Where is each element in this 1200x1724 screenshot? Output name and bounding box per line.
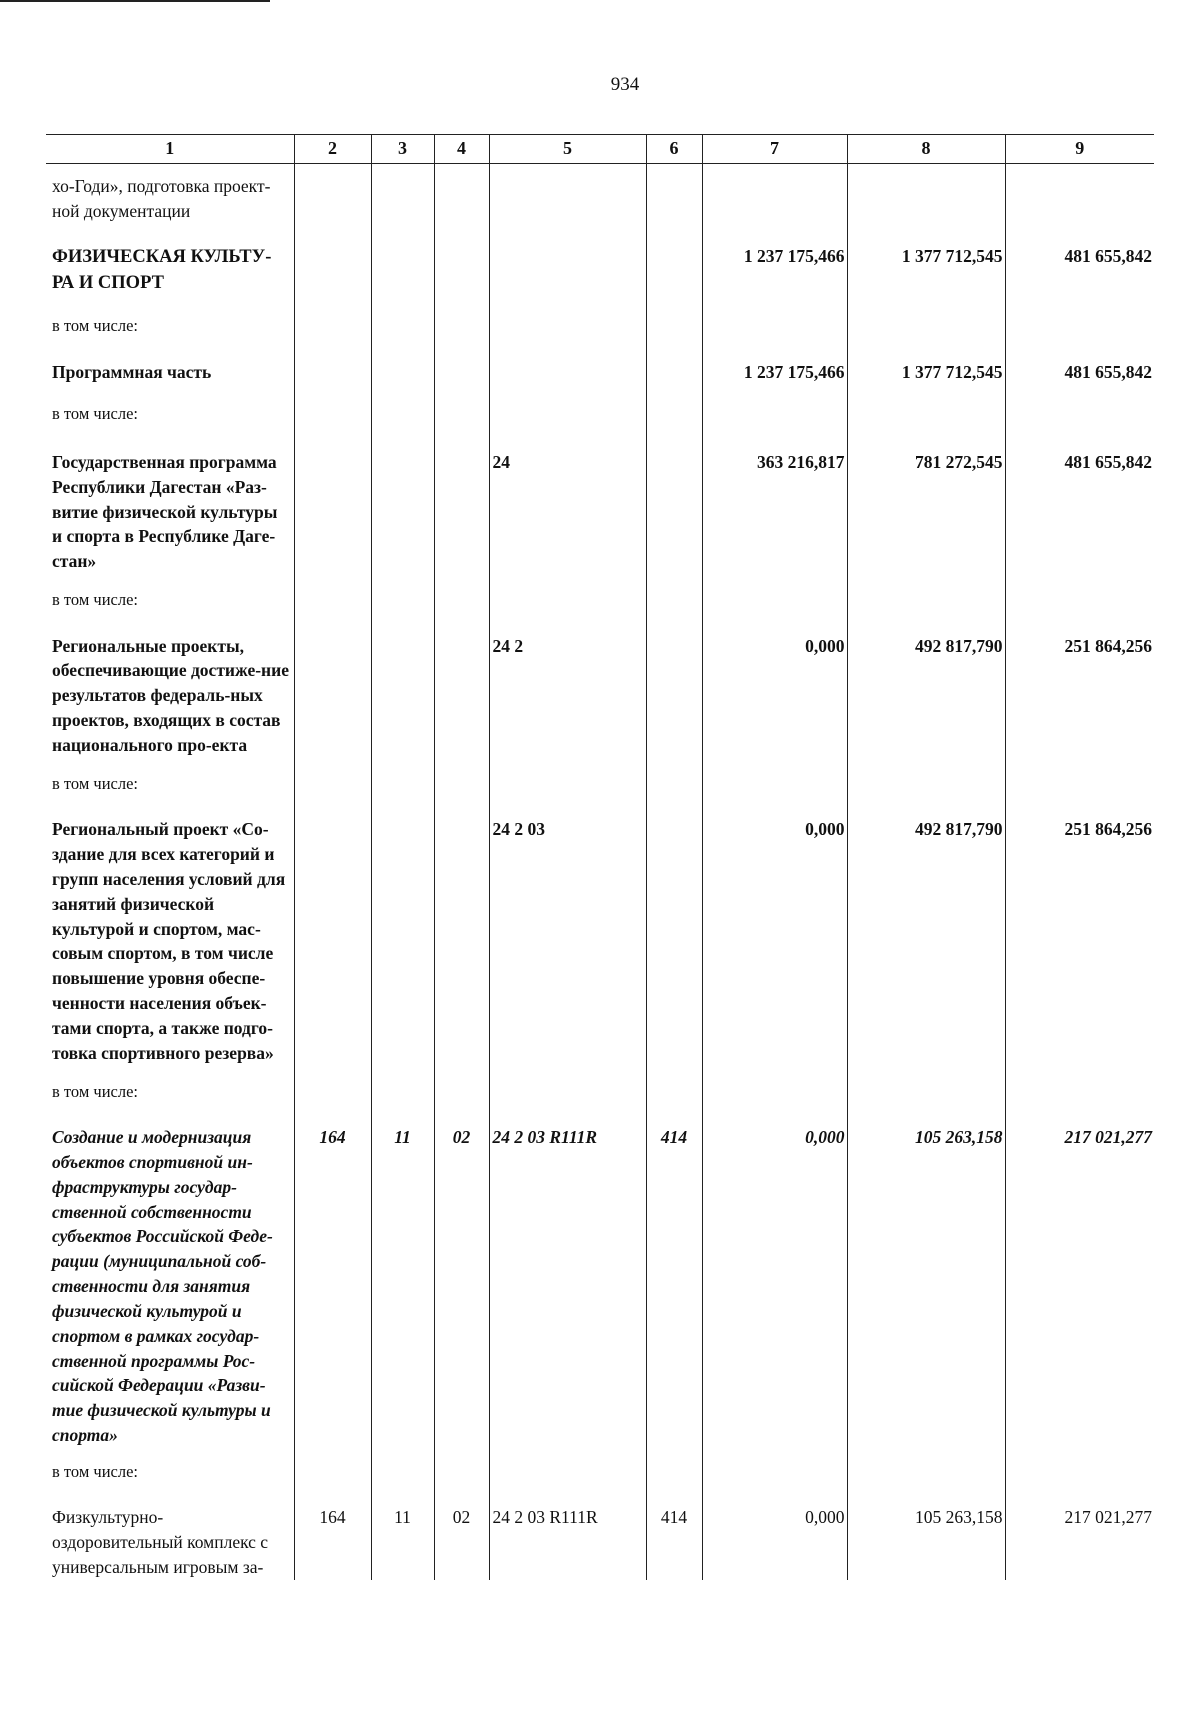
col-9-value [1005,772,1154,817]
col-3-cell [371,1460,434,1505]
col-9-value: 217 021,277 [1005,1125,1154,1460]
col-2-cell [294,244,371,315]
col-7-value: 0,000 [702,1505,847,1580]
col-6-cell: 414 [646,1505,702,1580]
page-number: 934 [610,74,640,95]
col-6-cell [646,817,702,1079]
code-cell: 24 2 03 R111R [489,1125,646,1460]
col-3-cell [371,817,434,1079]
col-6-cell [646,1080,702,1125]
table-row [46,314,1154,359]
table-row [46,450,1154,588]
col-2-cell [294,1080,371,1125]
col-3-cell: 11 [371,1505,434,1580]
col-7-value: 1 237 175,466 [702,360,847,403]
col-4-cell [434,1460,489,1505]
col-2-cell [294,634,371,772]
col-7-value [702,1080,847,1125]
code-cell [489,164,646,244]
col-8-value [847,164,1005,244]
col-4-cell [434,360,489,403]
col-2-cell: 164 [294,1505,371,1580]
code-cell: 24 [489,450,646,588]
column-header: 3 [371,135,434,164]
col-2-cell: 164 [294,1125,371,1460]
col-2-cell [294,164,371,244]
row-name: Государственная программа Республики Дагестан «Раз-витие физической культуры и спорта в Республике Даге-стан» [52,451,278,572]
col-9-value [1005,402,1154,449]
column-header: 7 [702,135,847,164]
col-9-value [1005,1080,1154,1125]
column-header: 8 [847,135,1005,164]
col-4-cell [434,772,489,817]
col-6-cell: 414 [646,1125,702,1460]
table-row [46,817,1154,1079]
code-cell [489,314,646,359]
col-8-value [847,402,1005,449]
col-7-value: 0,000 [702,817,847,1079]
code-cell [489,360,646,403]
col-6-cell [646,772,702,817]
col-4-cell: 02 [434,1125,489,1460]
col-4-cell [434,164,489,244]
row-name: в том числе: [52,590,139,610]
table-row [46,634,1154,772]
col-6-cell [646,450,702,588]
col-9-value: 217 021,277 [1005,1505,1154,1580]
col-9-value: 251 864,256 [1005,817,1154,1079]
row-name: в том числе: [52,1081,139,1101]
code-cell: 24 2 [489,634,646,772]
code-cell [489,1080,646,1125]
col-9-value [1005,314,1154,359]
row-name: в том числе: [52,1462,139,1482]
col-3-cell [371,244,434,315]
col-2-cell [294,588,371,633]
header-row [46,135,1154,164]
col-2-cell [294,772,371,817]
table-row [46,1125,1154,1460]
table-row [46,1505,1154,1580]
col-6-cell [646,588,702,633]
col-7-value [702,164,847,244]
col-8-value: 105 263,158 [847,1505,1005,1580]
column-header: 4 [434,135,489,164]
top-rule [0,0,270,2]
row-name: Региональные проекты, обеспечивающие достиже-ние результатов федераль-ных проектов, входящих в состав национального про-екта [52,635,289,755]
col-6-cell [646,164,702,244]
col-8-value: 492 817,790 [847,817,1005,1079]
col-8-value: 1 377 712,545 [847,244,1005,315]
col-4-cell [434,402,489,449]
col-4-cell [434,1080,489,1125]
column-header: 9 [1005,135,1154,164]
col-4-cell: 02 [434,1505,489,1580]
col-7-value: 0,000 [702,1125,847,1460]
col-2-cell [294,450,371,588]
column-header: 6 [646,135,702,164]
col-2-cell [294,817,371,1079]
col-6-cell [646,634,702,772]
col-7-value: 0,000 [702,634,847,772]
col-7-value [702,588,847,633]
code-cell [489,588,646,633]
col-4-cell [434,588,489,633]
code-cell [489,402,646,449]
col-4-cell [434,817,489,1079]
column-header: 5 [489,135,646,164]
col-3-cell [371,360,434,403]
table-row [46,1460,1154,1505]
col-6-cell [646,244,702,315]
col-4-cell [434,244,489,315]
col-7-value [702,1460,847,1505]
table-row [46,1080,1154,1125]
col-9-value: 481 655,842 [1005,450,1154,588]
col-2-cell [294,360,371,403]
row-name: в том числе: [52,316,139,336]
col-4-cell [434,634,489,772]
col-4-cell [434,450,489,588]
col-7-value [702,402,847,449]
col-6-cell [646,360,702,403]
code-cell: 24 2 03 [489,817,646,1079]
row-name: Программная часть [52,361,212,382]
col-3-cell [371,314,434,359]
table-row [46,360,1154,403]
col-9-value: 481 655,842 [1005,244,1154,315]
col-2-cell [294,314,371,359]
table-row [46,402,1154,449]
col-6-cell [646,1460,702,1505]
code-cell: 24 2 03 R111R [489,1505,646,1580]
col-9-value [1005,588,1154,633]
row-name: Создание и модернизация объектов спортивной ин-фраструктуры государ-ственной собственности субъектов Российской Феде-рации (муниципальной соб-ственности для занятия физической культурой и спортом в рамках государ-ственной программы Рос-сийской Федерации «Разви-тие физической культуры и спорта» [52,1127,273,1446]
table-row [46,244,1154,315]
code-cell [489,772,646,817]
col-8-value [847,588,1005,633]
col-7-value [702,772,847,817]
row-name: хо-Годи», подготовка проект-ной документации [52,176,271,221]
col-8-value [847,1460,1005,1505]
col-9-value [1005,164,1154,244]
col-8-value: 1 377 712,545 [847,360,1005,403]
row-name: Региональный проект «Со-здание для всех категорий и групп населения условий для занятий физической культурой и спортом, мас-совым спортом, в том числе повышение уровня обеспе-ченности населения объек-тами спорта, а также подго-товка спортивного резерва» [52,819,286,1063]
col-3-cell [371,588,434,633]
row-name: в том числе: [52,773,139,793]
table-row [46,772,1154,817]
code-cell [489,1460,646,1505]
table-row [46,588,1154,633]
col-3-cell [371,634,434,772]
col-8-value: 105 263,158 [847,1125,1005,1460]
col-7-value: 363 216,817 [702,450,847,588]
col-6-cell [646,402,702,449]
col-3-cell [371,450,434,588]
col-2-cell [294,1460,371,1505]
col-7-value: 1 237 175,466 [702,244,847,315]
col-8-value: 492 817,790 [847,634,1005,772]
budget-table [46,134,1154,1580]
table-row [46,164,1154,244]
col-3-cell [371,1080,434,1125]
col-7-value [702,314,847,359]
col-8-value: 781 272,545 [847,450,1005,588]
col-8-value [847,314,1005,359]
column-header: 2 [294,135,371,164]
code-cell [489,244,646,315]
row-name: Физкультурно-оздоровительный комплекс с универсальным игровым за- [52,1507,269,1578]
col-9-value: 481 655,842 [1005,360,1154,403]
col-3-cell [371,164,434,244]
table-body [46,164,1154,1580]
col-9-value [1005,1460,1154,1505]
col-8-value [847,772,1005,817]
col-6-cell [646,314,702,359]
col-4-cell [434,314,489,359]
row-name: ФИЗИЧЕСКАЯ КУЛЬТУ-РА И СПОРТ [52,246,272,293]
row-name: в том числе: [52,404,139,424]
col-3-cell [371,772,434,817]
col-8-value [847,1080,1005,1125]
col-9-value: 251 864,256 [1005,634,1154,772]
col-3-cell: 11 [371,1125,434,1460]
column-header: 1 [46,135,294,164]
col-3-cell [371,402,434,449]
col-2-cell [294,402,371,449]
